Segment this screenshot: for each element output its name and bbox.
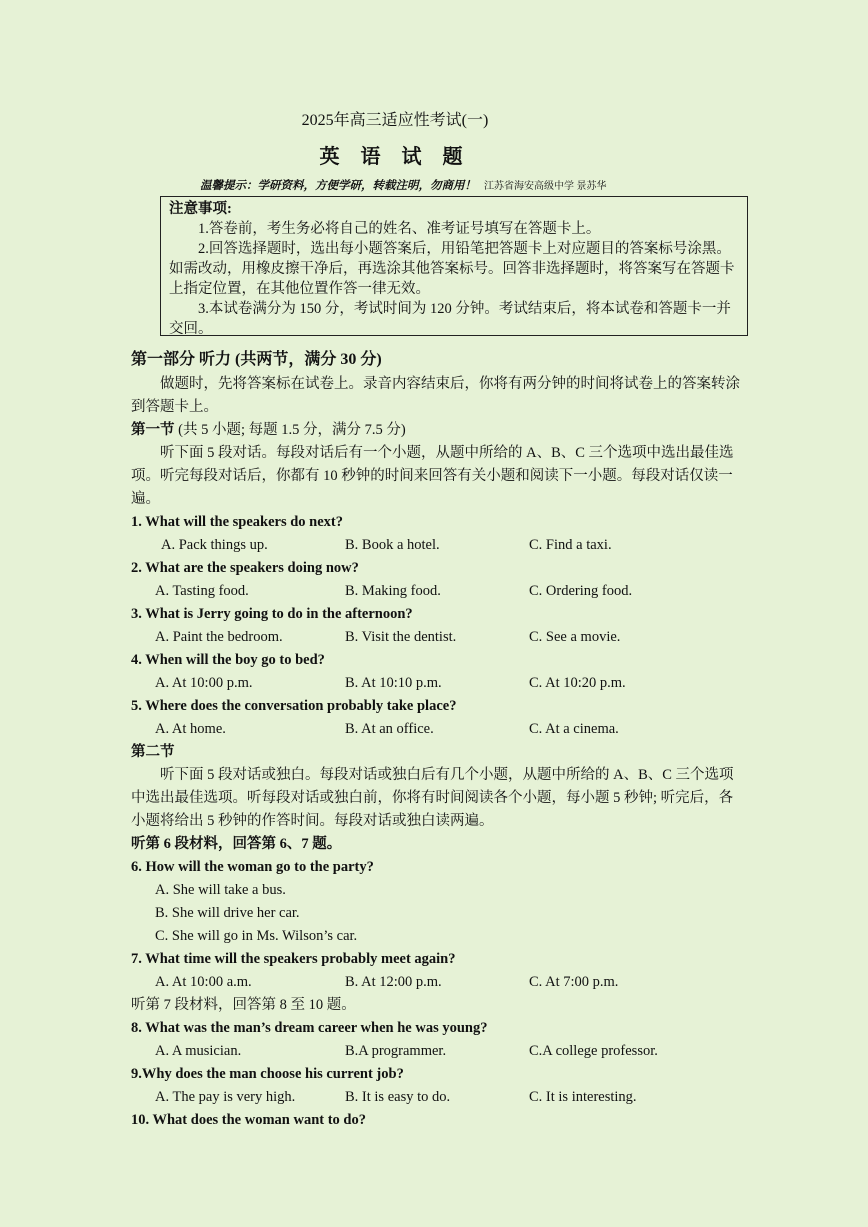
option-c: C. At a cinema. xyxy=(529,721,619,737)
option-a: A. At 10:00 p.m. xyxy=(155,675,253,691)
question-stem: 7. What time will the speakers probably meet again? xyxy=(131,951,456,967)
question-stem: 1. What will the speakers do next? xyxy=(131,514,344,530)
tip-source: 江苏省海安高级中学 景苏华 xyxy=(484,181,607,192)
section1-meta: (共 5 小题; 每题 1.5 分，满分 7.5 分) xyxy=(174,422,406,438)
option-c: C. At 10:20 p.m. xyxy=(529,675,626,691)
question-options xyxy=(131,672,741,695)
notice-box xyxy=(160,196,748,336)
option-a: A. Paint the bedroom. xyxy=(155,629,283,645)
tip-text: 温馨提示：学研资料，方便学研，转载注明，勿商用！ xyxy=(200,180,476,192)
question-stem: 9.Why does the man choose his current job? xyxy=(131,1066,404,1082)
option-c: C. It is interesting. xyxy=(529,1089,637,1105)
question-options xyxy=(131,718,741,741)
question-options xyxy=(131,1040,741,1063)
question-stem: 5. Where does the conversation probably take place? xyxy=(131,698,457,714)
option-b: B. Making food. xyxy=(345,583,441,599)
option-c: C.A college professor. xyxy=(529,1043,658,1059)
question-options xyxy=(131,626,741,649)
option-a: A. She will take a bus. xyxy=(155,882,286,898)
option-c: C. See a movie. xyxy=(529,629,621,645)
question-stem: 2. What are the speakers doing now? xyxy=(131,560,359,576)
question-options xyxy=(131,580,741,603)
option-c: C. At 7:00 p.m. xyxy=(529,974,619,990)
section2-intro: 听下面 5 段对话或独白。每段对话或独白后有几个小题，从题中所给的 A、B、C 三个选项中选出最佳选项。听每段对话或独白前，你将有时间阅读各个小题，每小题 5 秒钟; 听完后，各小题将给出 5 秒钟的作答时间。每段对话或独白读两遍。 xyxy=(131,767,734,829)
option-b: B. It is easy to do. xyxy=(345,1089,451,1105)
option-a: A. At 10:00 a.m. xyxy=(155,974,252,990)
notice-item: 1.答卷前，考生务必将自己的姓名、准考证号填写在答题卡上。 xyxy=(198,221,601,237)
option-c: C. She will go in Ms. Wilson’s car. xyxy=(155,928,358,944)
notice-item: 3.本试卷满分为 150 分，考试时间为 120 分钟。考试结束后，将本试卷和答题卡一并交回。 xyxy=(169,301,731,337)
part1-intro: 做题时，先将答案标在试卷上。录音内容结束后，你将有两分钟的时间将试卷上的答案转涂到答题卡上。 xyxy=(131,376,740,415)
option-a: A. Tasting food. xyxy=(155,583,249,599)
option-b: B. Book a hotel. xyxy=(345,537,440,553)
option-b: B. She will drive her car. xyxy=(155,905,300,921)
option-b: B.A programmer. xyxy=(345,1043,447,1059)
option-b: B. At 12:00 p.m. xyxy=(345,974,442,990)
listening-section xyxy=(131,347,741,1132)
option-a: A. A musician. xyxy=(155,1043,242,1059)
notice-item: 2.回答选择题时，选出每小题答案后，用铅笔把答题卡上对应题目的答案标号涂黑。如需改动，用橡皮擦干净后，再选涂其他答案标号。回答非选择题时，将答案写在答题卡上指定位置，在其他位置作答一律无效。 xyxy=(169,241,735,297)
option-c: C. Find a taxi. xyxy=(529,537,612,553)
option-b: B. At an office. xyxy=(345,721,434,737)
section1-heading xyxy=(131,419,741,442)
question-options xyxy=(131,1086,741,1109)
section1-intro: 听下面 5 段对话。每段对话后有一个小题，从题中所给的 A、B、C 三个选项中选出最佳选项。听完每段对话后，你都有 10 秒钟的时间来回答有关小题和阅读下一小题。每段对话仅读一遍。 xyxy=(131,445,734,507)
notice-heading: 注意事项: xyxy=(169,201,232,217)
question-stem: 10. What does the woman want to do? xyxy=(131,1112,366,1128)
tip-line xyxy=(200,177,607,193)
option-a: A. At home. xyxy=(155,721,226,737)
question-options xyxy=(131,534,741,557)
question-stem: 6. How will the woman go to the party? xyxy=(131,859,374,875)
option-b: B. Visit the dentist. xyxy=(345,629,457,645)
section1-label: 第一节 xyxy=(131,422,175,438)
option-c: C. Ordering food. xyxy=(529,583,633,599)
option-a: A. Pack things up. xyxy=(161,537,268,553)
question-stem: 4. When will the boy go to bed? xyxy=(131,652,325,668)
section2-label: 第二节 xyxy=(131,744,175,760)
option-b: B. At 10:10 p.m. xyxy=(345,675,442,691)
question-stem: 3. What is Jerry going to do in the afternoon? xyxy=(131,606,413,622)
option-a: A. The pay is very high. xyxy=(155,1089,296,1105)
exam-title: 2025年高三适应性考试(一) xyxy=(301,112,489,129)
subject-title: 英 语 试 题 xyxy=(319,146,471,168)
part1-heading: 第一部分 听力 (共两节，满分 30 分) xyxy=(131,351,382,368)
material-6-label: 听第 6 段材料，回答第 6、7 题。 xyxy=(131,836,342,852)
material-7-label: 听第 7 段材料，回答第 8 至 10 题。 xyxy=(131,997,356,1013)
question-stem: 8. What was the man’s dream career when he was young? xyxy=(131,1020,488,1036)
question-options xyxy=(131,971,741,994)
